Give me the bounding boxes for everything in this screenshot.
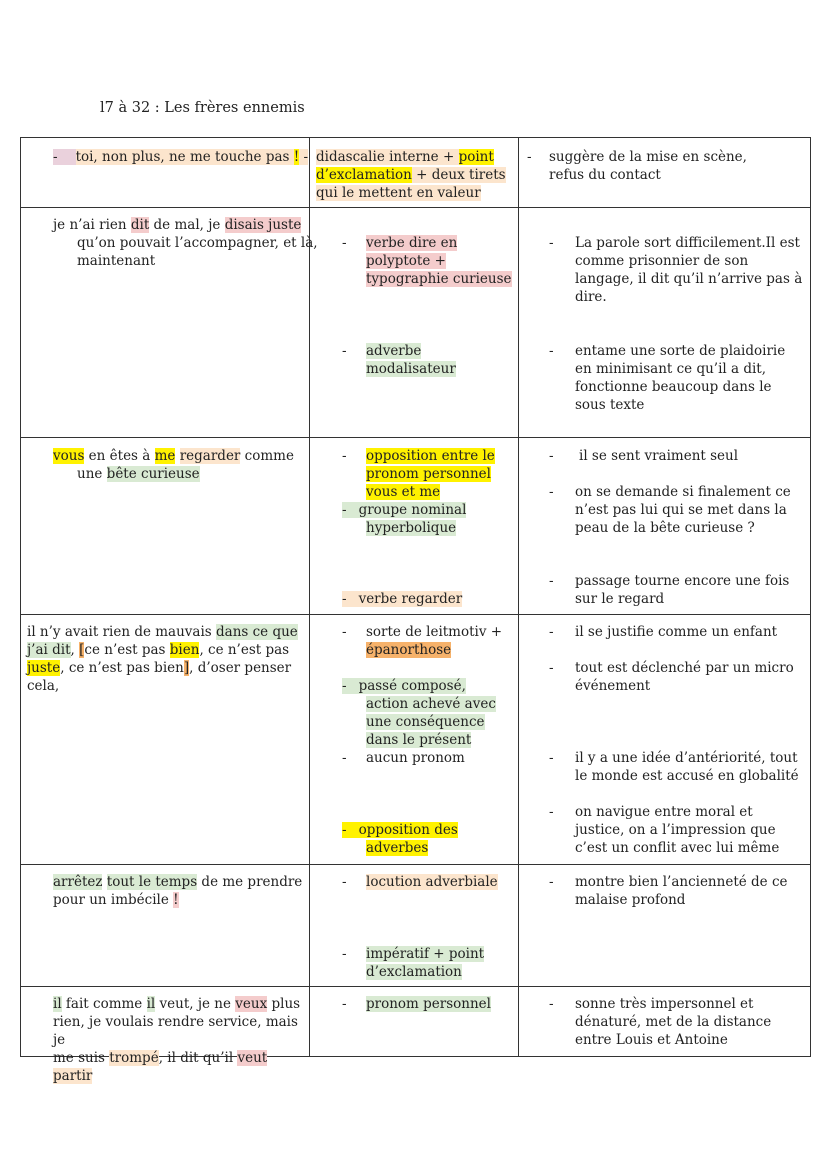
interpretation-cell: - suggère de la mise en scène, refus du contact <box>519 138 811 208</box>
interpretation-text: suggère de la mise en scène, refus du contact <box>549 149 747 183</box>
analysis-cell: didascalie interne + point d’exclamation + deux tirets qui le mettent en valeur <box>310 138 519 208</box>
epanorthose-label: épanorthose <box>366 642 452 658</box>
table-row <box>21 208 811 438</box>
quote-cell <box>21 138 310 208</box>
interpretation-cell: - sonne très impersonnel et dénaturé, met de la distance entre Louis et Antoine <box>519 987 811 1057</box>
table-row <box>21 987 811 1057</box>
interpretation-text: il se justifie comme un enfant <box>575 624 778 640</box>
quote-cell: il n’y avait rien de mauvais dans ce que j’ai dit, [ce n’est pas bien, ce n’est pas juste, ce n’est pas bien], d’oser penser cela, <box>21 615 310 865</box>
interpretation-text: tout est déclenché par un micro événement <box>575 660 794 694</box>
quote-cell: arrêtez tout le temps de me prendre pour un imbécile ! <box>21 865 310 987</box>
quote-cell: il fait comme il veut, je ne veux plus rien, je voulais rendre service, mais je me suis trompé, il dit qu’il veut partir <box>21 987 310 1057</box>
table-row <box>21 865 811 987</box>
quote-cell: je n’ai rien dit de mal, je disais juste qu’on pouvait l’accompagner, et là, maintenant <box>21 208 310 438</box>
analysis-cell: - sorte de leitmotiv + épanorthose - passé composé, action achevé avec une conséquence dans le présent - aucun pronom - opposition des adverbes <box>310 615 519 865</box>
interpretation-cell: - montre bien l’ancienneté de ce malaise profond <box>519 865 811 987</box>
analysis-cell: - verbe dire en polyptote + typographie curieuse - adverbe modalisateur <box>310 208 519 438</box>
interpretation-text: on se demande si finalement ce n’est pas lui qui se met dans la peau de la bête curieuse ? <box>575 484 791 536</box>
interpretation-cell: - il se justifie comme un enfant - tout est déclenché par un micro événement - il y a une idée d’antériorité, tout le monde est accusé en globalité - on navigue entre moral et justice, on a l’impression que c’est un conflit avec lui même <box>519 615 811 865</box>
quote-text: toi, non plus, ne me touche pas <box>75 149 290 165</box>
analysis-cell: - pronom personnel <box>310 987 519 1057</box>
interpretation-text: sonne très impersonnel et dénaturé, met de la distance entre Louis et Antoine <box>575 996 772 1048</box>
analysis-cell: - locution adverbiale - impératif + point d’exclamation <box>310 865 519 987</box>
table-row <box>21 615 811 865</box>
quote-cell: vous en êtes à me regarder comme une bête curieuse <box>21 438 310 615</box>
interpretation-text: il se sent vraiment seul <box>579 448 739 464</box>
interpretation-text: passage tourne encore une fois sur le regard <box>575 573 790 607</box>
analysis-table <box>20 137 811 1084</box>
dash-marker: - <box>53 149 68 165</box>
interpretation-text: montre bien l’ancienneté de ce malaise profond <box>575 874 788 908</box>
interpretation-text: La parole sort difficilement.Il est comme prisonnier de son langage, il dit qu’il n’arrive pas à dire. <box>575 235 803 305</box>
analysis-cell: - opposition entre le pronom personnel vous et me - groupe nominal hyperbolique - verbe regarder <box>310 438 519 615</box>
interpretation-text: il y a une idée d’antériorité, tout le monde est accusé en globalité <box>575 750 799 784</box>
interpretation-cell: - La parole sort difficilement.Il est comme prisonnier de son langage, il dit qu’il n’arrive pas à dire. - entame une sorte de plaidoirie en minimisant ce qu’il a dit, fonctionne beaucoup dans le sous texte <box>519 208 811 438</box>
exclamation-mark: ! <box>293 149 300 165</box>
interpretation-text: on navigue entre moral et justice, on a l’impression que c’est un conflit avec lui même <box>575 804 780 856</box>
table-row <box>21 138 811 208</box>
interpretation-text: entame une sorte de plaidoirie en minimisant ce qu’il a dit, fonctionne beaucoup dans le sous texte <box>575 343 786 413</box>
table-row <box>21 438 811 615</box>
interpretation-cell: - il se sent vraiment seul - on se demande si finalement ce n’est pas lui qui se met dans la peau de la bête curieuse ? - passage tourne encore une fois sur le regard <box>519 438 811 615</box>
page-title: l7 à 32 : Les frères ennemis <box>100 100 305 116</box>
dash-marker: - <box>303 149 309 165</box>
